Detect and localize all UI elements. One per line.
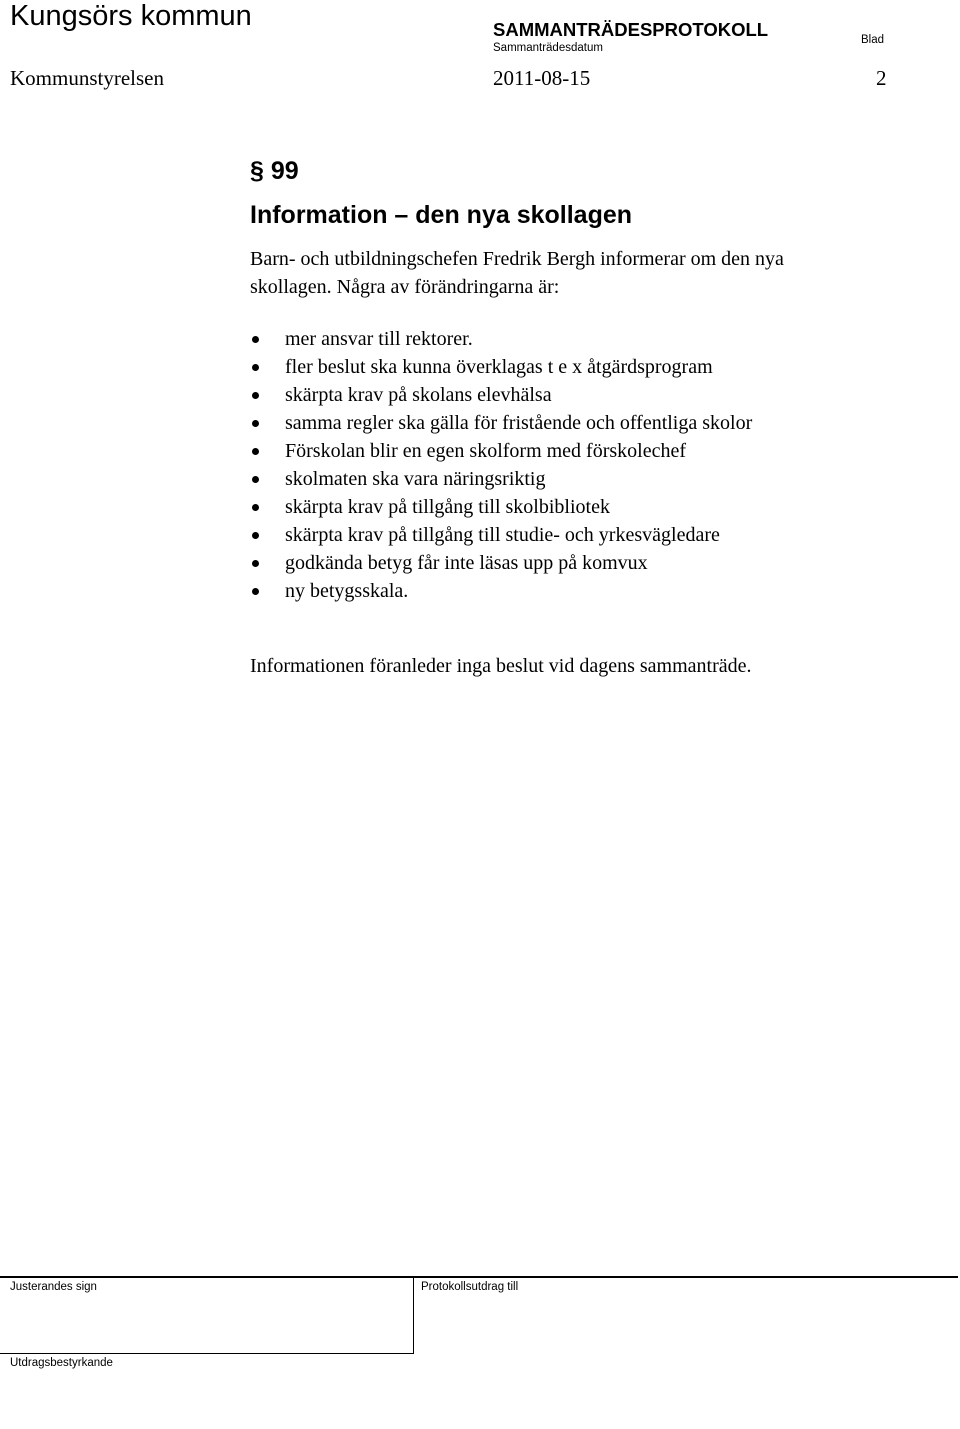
bullet-icon bbox=[252, 448, 259, 455]
meeting-date-label: Sammanträdesdatum bbox=[493, 42, 603, 54]
list-item bbox=[250, 577, 890, 605]
page-label: Blad bbox=[861, 34, 885, 46]
intro-line: Barn- och utbildningschefen Fredrik Bergh informerar om den nya bbox=[250, 248, 784, 270]
signature-label: Justerandes sign bbox=[10, 1281, 97, 1293]
list-item-text: ny betygsskala. bbox=[285, 580, 409, 602]
intro-line: skollagen. Några av förändringarna är: bbox=[250, 276, 560, 298]
section-number: § 99 bbox=[250, 157, 299, 185]
section-title: Information – den nya skollagen bbox=[250, 201, 633, 229]
list-item-text: fler beslut ska kunna överklagas t e x åtgärdsprogram bbox=[285, 356, 713, 378]
bullet-icon bbox=[252, 420, 259, 427]
bullet-icon bbox=[252, 364, 259, 371]
list-item bbox=[250, 381, 890, 409]
bullet-icon bbox=[252, 560, 259, 567]
bullet-icon bbox=[252, 392, 259, 399]
list-item bbox=[250, 549, 890, 577]
list-item-text: skärpta krav på tillgång till skolbibliotek bbox=[285, 496, 610, 518]
bullet-icon bbox=[252, 504, 259, 511]
list-item bbox=[250, 465, 890, 493]
document-type: SAMMANTRÄDESPROTOKOLL bbox=[493, 19, 769, 40]
list-item-text: Förskolan blir en egen skolform med förskolechef bbox=[285, 440, 687, 462]
bullet-icon bbox=[252, 476, 259, 483]
list-item-text: skolmaten ska vara näringsriktig bbox=[285, 468, 546, 490]
meeting-date: 2011-08-15 bbox=[493, 66, 591, 90]
list-item bbox=[250, 493, 890, 521]
intro-paragraph bbox=[250, 245, 890, 301]
list-item bbox=[250, 409, 890, 437]
change-list bbox=[250, 325, 890, 605]
organization-name: Kungsörs kommun bbox=[10, 0, 252, 32]
bullet-icon bbox=[252, 588, 259, 595]
bullet-icon bbox=[252, 336, 259, 343]
list-item-text: mer ansvar till rektorer. bbox=[285, 328, 473, 350]
page-number: 2 bbox=[876, 66, 887, 90]
list-item-text: godkända betyg får inte läsas upp på komvux bbox=[285, 552, 648, 574]
conclusion-text: Informationen föranleder inga beslut vid dagens sammanträde. bbox=[250, 655, 752, 677]
extract-label: Protokollsutdrag till bbox=[421, 1281, 519, 1293]
list-item bbox=[250, 325, 890, 353]
list-item-text: skärpta krav på skolans elevhälsa bbox=[285, 384, 552, 406]
table-divider bbox=[0, 1353, 414, 1354]
list-item bbox=[250, 521, 890, 549]
bullet-icon bbox=[252, 532, 259, 539]
list-item bbox=[250, 353, 890, 381]
signature-table bbox=[0, 1276, 958, 1428]
list-item-text: skärpta krav på tillgång till studie- och yrkesvägledare bbox=[285, 524, 720, 546]
certification-label: Utdragsbestyrkande bbox=[10, 1357, 113, 1369]
list-item bbox=[250, 437, 890, 465]
list-item-text: samma regler ska gälla för fristående och offentliga skolor bbox=[285, 412, 753, 434]
committee-name: Kommunstyrelsen bbox=[10, 66, 164, 90]
table-divider bbox=[413, 1278, 414, 1353]
